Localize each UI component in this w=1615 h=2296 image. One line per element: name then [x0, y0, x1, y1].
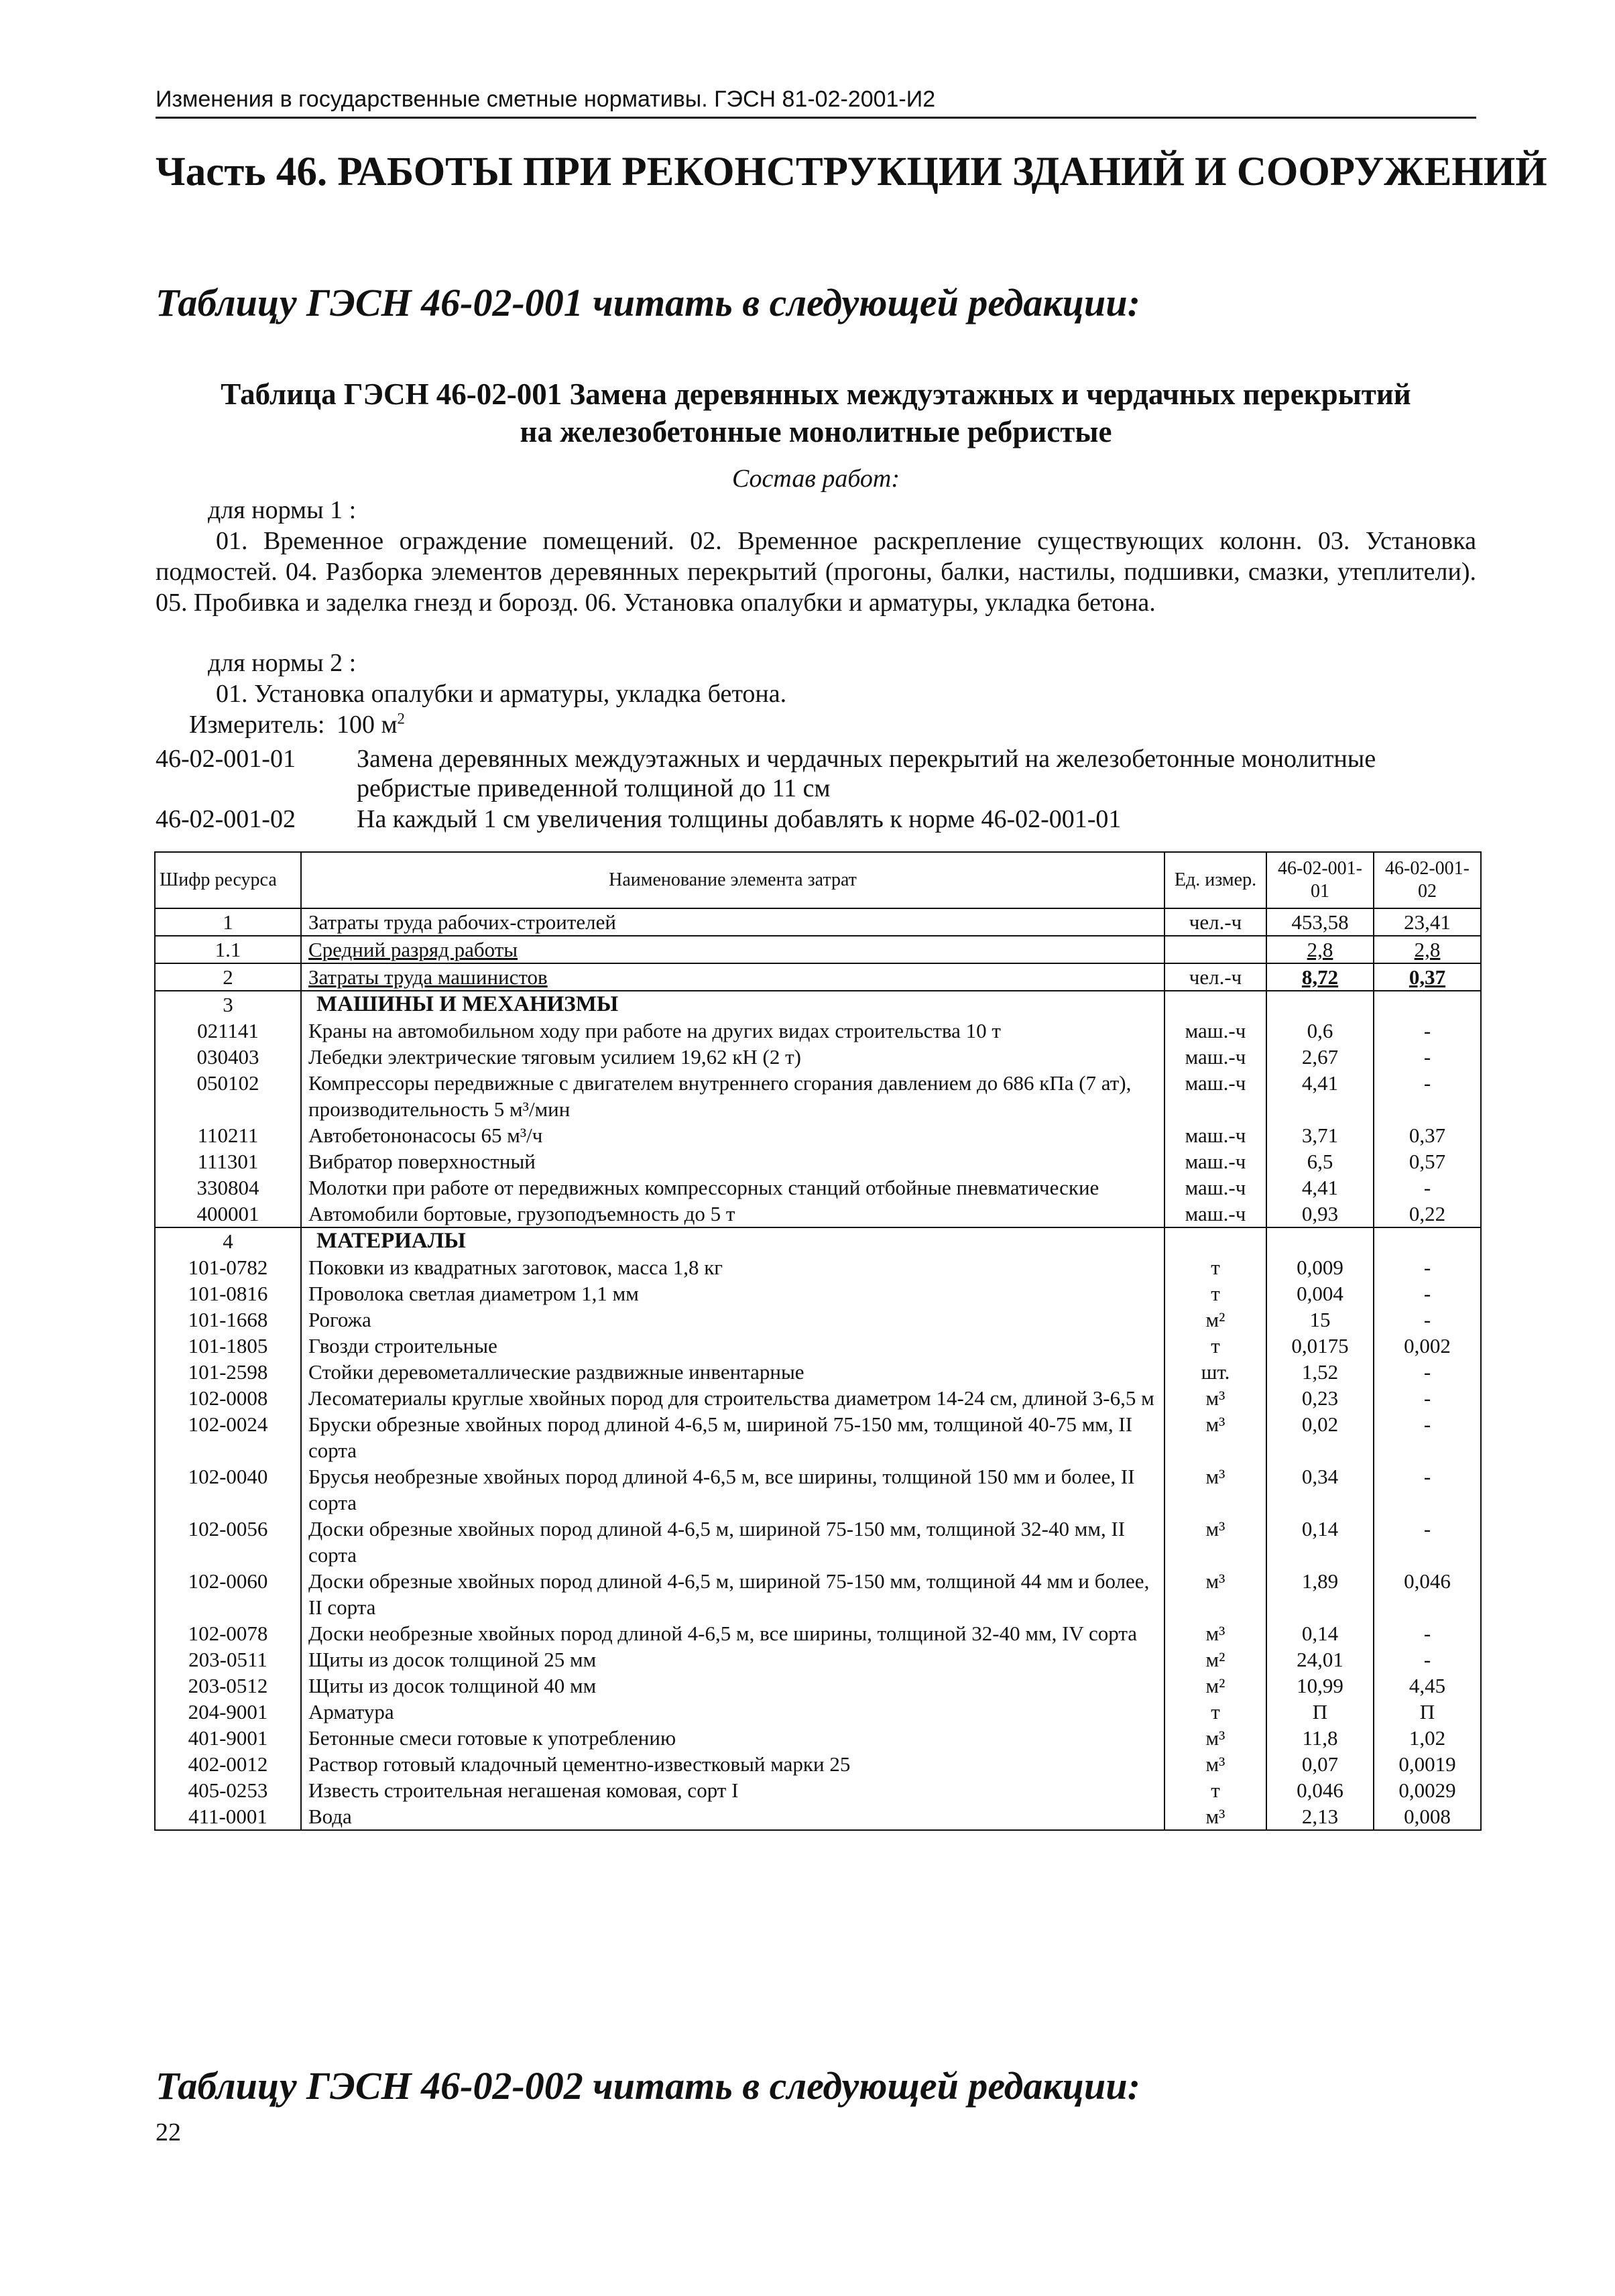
resource-unit	[1164, 936, 1266, 963]
resource-name: Щиты из досок толщиной 40 мм	[301, 1673, 1164, 1699]
resource-code: 050102	[155, 1070, 301, 1122]
value-norm-1: 0,34	[1266, 1463, 1374, 1516]
intro-heading: Таблицу ГЭСН 46-02-001 читать в следующей редакции:	[156, 281, 1140, 324]
resource-name: Лесоматериалы круглые хвойных пород для строительства диаметром 14-24 см, длиной 3-6,5 м	[301, 1385, 1164, 1411]
value-norm-2: -	[1374, 1254, 1481, 1280]
value-norm-1: 0,0175	[1266, 1333, 1374, 1359]
value-norm-1: 0,93	[1266, 1201, 1374, 1227]
resource-code: 101-1805	[155, 1333, 301, 1359]
table-row	[155, 1385, 1481, 1411]
value-norm-1: 0,23	[1266, 1385, 1374, 1411]
resource-name: Компрессоры передвижные с двигателем внутреннего сгорания давлением до 686 кПа (7 ат), производительность 5 м³/мин	[301, 1070, 1164, 1122]
value-norm-1	[1266, 991, 1374, 1018]
value-norm-2: 0,57	[1374, 1148, 1481, 1174]
resource-code: 402-0012	[155, 1751, 301, 1777]
value-norm-1: 4,41	[1266, 1174, 1374, 1201]
header-unit: Ед. измер.	[1164, 852, 1266, 908]
value-norm-2: 0,046	[1374, 1568, 1481, 1620]
value-norm-2: -	[1374, 1307, 1481, 1333]
resource-code: 101-0816	[155, 1280, 301, 1307]
value-norm-1: 0,14	[1266, 1620, 1374, 1646]
resource-unit: м²	[1164, 1646, 1266, 1673]
value-norm-2: 0,002	[1374, 1333, 1481, 1359]
table-row	[155, 1777, 1481, 1803]
value-norm-1: 2,67	[1266, 1044, 1374, 1070]
resource-name: Доски обрезные хвойных пород длиной 4-6,5 м, шириной 75-150 мм, толщиной 44 мм и более, II сорта	[301, 1568, 1164, 1620]
resource-code: 401-9001	[155, 1725, 301, 1751]
norm-row	[156, 744, 1476, 803]
resource-code: 102-0024	[155, 1411, 301, 1463]
header-norm-2: 46-02-001-02	[1374, 852, 1481, 908]
value-norm-1: 2,8	[1266, 936, 1374, 963]
resource-table	[154, 851, 1482, 1831]
table-body	[155, 908, 1481, 1830]
resource-name: Затраты труда рабочих-строителей	[301, 908, 1164, 936]
resource-unit: маш.-ч	[1164, 1148, 1266, 1174]
resource-code: 203-0511	[155, 1646, 301, 1673]
resource-code: 4	[155, 1227, 301, 1254]
table-row	[155, 1411, 1481, 1463]
value-norm-2: 1,02	[1374, 1725, 1481, 1751]
resource-unit: м³	[1164, 1463, 1266, 1516]
value-norm-2: -	[1374, 1516, 1481, 1568]
resource-name: Лебедки электрические тяговым усилием 19,62 кН (2 т)	[301, 1044, 1164, 1070]
resource-unit: м³	[1164, 1803, 1266, 1830]
resource-code: 101-1668	[155, 1307, 301, 1333]
value-norm-2: -	[1374, 1620, 1481, 1646]
part-title: Часть 46. РАБОТЫ ПРИ РЕКОНСТРУКЦИИ ЗДАНИЙ И СООРУЖЕНИЙ	[156, 149, 1547, 194]
table-row	[155, 1201, 1481, 1227]
measure-label: Измеритель:	[189, 711, 325, 739]
value-norm-1: 0,046	[1266, 1777, 1374, 1803]
norm1-label-text: для нормы 1 :	[208, 496, 357, 524]
resource-unit: шт.	[1164, 1359, 1266, 1385]
value-norm-2: -	[1374, 1646, 1481, 1673]
table-row	[155, 1254, 1481, 1280]
measure-exponent: 2	[397, 710, 405, 727]
value-norm-2: -	[1374, 1411, 1481, 1463]
value-norm-1: 11,8	[1266, 1725, 1374, 1751]
resource-code: 030403	[155, 1044, 301, 1070]
resource-code: 102-0056	[155, 1516, 301, 1568]
resource-unit: маш.-ч	[1164, 1122, 1266, 1148]
value-norm-2: -	[1374, 1463, 1481, 1516]
resource-name: Арматура	[301, 1699, 1164, 1725]
table-row	[155, 1359, 1481, 1385]
value-norm-1: 2,13	[1266, 1803, 1374, 1830]
resource-unit	[1164, 1227, 1266, 1254]
resource-code: 400001	[155, 1201, 301, 1227]
resource-name: Средний разряд работы	[301, 936, 1164, 963]
resource-unit: маш.-ч	[1164, 1201, 1266, 1227]
resource-unit: м³	[1164, 1385, 1266, 1411]
table-title-line-1: Таблица ГЭСН 46-02-001 Замена деревянных междуэтажных и чердачных перекрытий	[221, 377, 1411, 411]
section-header-row	[155, 991, 1481, 1018]
resource-name: МАТЕРИАЛЫ	[301, 1227, 1164, 1254]
resource-name: Краны на автомобильном ходу при работе на других видах строительства 10 т	[301, 1018, 1164, 1044]
resource-code: 3	[155, 991, 301, 1018]
table-title	[156, 375, 1476, 450]
resource-code: 411-0001	[155, 1803, 301, 1830]
value-norm-2: 2,8	[1374, 936, 1481, 963]
resource-code: 111301	[155, 1148, 301, 1174]
resource-name: Затраты труда машинистов	[301, 963, 1164, 991]
resource-name: МАШИНЫ И МЕХАНИЗМЫ	[301, 991, 1164, 1018]
value-norm-2: 4,45	[1374, 1673, 1481, 1699]
resource-unit	[1164, 991, 1266, 1018]
value-norm-1	[1266, 1227, 1374, 1254]
table-row	[155, 1122, 1481, 1148]
resource-name: Доски необрезные хвойных пород длиной 4-6,5 м, все ширины, толщиной 32-40 мм, IV сорта	[301, 1620, 1164, 1646]
table-row	[155, 908, 1481, 936]
value-norm-2	[1374, 991, 1481, 1018]
section-header-row	[155, 1227, 1481, 1254]
value-norm-1: 0,004	[1266, 1280, 1374, 1307]
resource-code: 102-0078	[155, 1620, 301, 1646]
value-norm-1: 453,58	[1266, 908, 1374, 936]
value-norm-1: 3,71	[1266, 1122, 1374, 1148]
norm-code: 46-02-001-02	[156, 805, 296, 833]
resource-code: 102-0060	[155, 1568, 301, 1620]
resource-unit: т	[1164, 1254, 1266, 1280]
table-row	[155, 1620, 1481, 1646]
table-row	[155, 1018, 1481, 1044]
resource-code: 2	[155, 963, 301, 991]
resource-name: Поковки из квадратных заготовок, масса 1,8 кг	[301, 1254, 1164, 1280]
resource-unit: м³	[1164, 1568, 1266, 1620]
table-row	[155, 1803, 1481, 1830]
table-row	[155, 1673, 1481, 1699]
value-norm-1: 1,52	[1266, 1359, 1374, 1385]
resource-unit: маш.-ч	[1164, 1044, 1266, 1070]
value-norm-2: 0,0029	[1374, 1777, 1481, 1803]
resource-code: 405-0253	[155, 1777, 301, 1803]
table-row	[155, 936, 1481, 963]
value-norm-2	[1374, 1227, 1481, 1254]
table-row	[155, 1307, 1481, 1333]
value-norm-2: 23,41	[1374, 908, 1481, 936]
resource-code: 101-2598	[155, 1359, 301, 1385]
resource-name: Стойки деревометаллические раздвижные инвентарные	[301, 1359, 1164, 1385]
resource-name: Брусья необрезные хвойных пород длиной 4-6,5 м, все ширины, толщиной 150 мм и более, II сорта	[301, 1463, 1164, 1516]
resource-code: 110211	[155, 1122, 301, 1148]
resource-unit: м³	[1164, 1620, 1266, 1646]
value-norm-2: -	[1374, 1174, 1481, 1201]
resource-unit: т	[1164, 1699, 1266, 1725]
table-row	[155, 1699, 1481, 1725]
value-norm-1: 0,009	[1266, 1254, 1374, 1280]
value-norm-2: 0,0019	[1374, 1751, 1481, 1777]
value-norm-1: 0,6	[1266, 1018, 1374, 1044]
resource-unit: м²	[1164, 1673, 1266, 1699]
table-title-line-2: на железобетонные монолитные ребристые	[520, 415, 1112, 448]
measure-value-text: 100 м	[337, 711, 398, 739]
resource-code: 101-0782	[155, 1254, 301, 1280]
norm-description: На каждый 1 см увеличения толщины добавлять к норме 46-02-001-01	[357, 805, 1122, 833]
resource-code: 204-9001	[155, 1699, 301, 1725]
table-row	[155, 1070, 1481, 1122]
resource-name: Доски обрезные хвойных пород длиной 4-6,5 м, шириной 75-150 мм, толщиной 32-40 мм, II сорта	[301, 1516, 1164, 1568]
value-norm-2: -	[1374, 1044, 1481, 1070]
value-norm-2: -	[1374, 1359, 1481, 1385]
value-norm-1: 24,01	[1266, 1646, 1374, 1673]
norm2-label-text: для нормы 2 :	[208, 649, 357, 677]
resource-name: Автобетононасосы 65 м³/ч	[301, 1122, 1164, 1148]
table-row	[155, 1463, 1481, 1516]
table-row	[155, 1646, 1481, 1673]
measure-value	[331, 711, 405, 739]
resource-name: Бруски обрезные хвойных пород длиной 4-6,5 м, шириной 75-150 мм, толщиной 40-75 мм, II сорта	[301, 1411, 1164, 1463]
resource-code: 102-0040	[155, 1463, 301, 1516]
table-row	[155, 963, 1481, 991]
resource-name: Вода	[301, 1803, 1164, 1830]
resource-unit: маш.-ч	[1164, 1018, 1266, 1044]
resource-unit: т	[1164, 1333, 1266, 1359]
table-row	[155, 1516, 1481, 1568]
value-norm-1: 1,89	[1266, 1568, 1374, 1620]
value-norm-2: 0,37	[1374, 1122, 1481, 1148]
table-row	[155, 1333, 1481, 1359]
resource-name: Автомобили бортовые, грузоподъемность до 5 т	[301, 1201, 1164, 1227]
value-norm-1: 6,5	[1266, 1148, 1374, 1174]
resource-name: Вибратор поверхностный	[301, 1148, 1164, 1174]
outro-heading: Таблицу ГЭСН 46-02-002 читать в следующей редакции:	[156, 2064, 1140, 2108]
resource-code: 102-0008	[155, 1385, 301, 1411]
table-row	[155, 1280, 1481, 1307]
resource-name: Проволока светлая диаметром 1,1 мм	[301, 1280, 1164, 1307]
table-row	[155, 1751, 1481, 1777]
running-header: Изменения в государственные сметные нормативы. ГЭСН 81-02-2001-И2	[156, 84, 1476, 119]
resource-name: Раствор готовый кладочный цементно-известковый марки 25	[301, 1751, 1164, 1777]
table-row	[155, 1725, 1481, 1751]
resource-code: 1	[155, 908, 301, 936]
resource-unit: т	[1164, 1777, 1266, 1803]
resource-code: 203-0512	[155, 1673, 301, 1699]
value-norm-1: 10,99	[1266, 1673, 1374, 1699]
value-norm-1: 0,07	[1266, 1751, 1374, 1777]
resource-name: Молотки при работе от передвижных компрессорных станций отбойные пневматические	[301, 1174, 1164, 1201]
resource-unit: маш.-ч	[1164, 1070, 1266, 1122]
value-norm-2: 0,22	[1374, 1201, 1481, 1227]
header-name: Наименование элемента затрат	[301, 852, 1164, 908]
norm-code: 46-02-001-01	[156, 745, 296, 773]
table-row	[155, 1044, 1481, 1070]
resource-unit: чел.-ч	[1164, 963, 1266, 991]
value-norm-2: 0,37	[1374, 963, 1481, 991]
resource-unit: м³	[1164, 1516, 1266, 1568]
resource-unit: м³	[1164, 1725, 1266, 1751]
value-norm-1: 8,72	[1266, 963, 1374, 991]
resource-name: Рогожа	[301, 1307, 1164, 1333]
header-norm-1: 46-02-001-01	[1266, 852, 1374, 908]
resource-code: 021141	[155, 1018, 301, 1044]
norm2-text: 01. Установка опалубки и арматуры, укладка бетона.	[216, 680, 787, 708]
norm1-label	[156, 495, 1476, 526]
work-composition-label: Состав работ:	[731, 465, 900, 493]
value-norm-1: 15	[1266, 1307, 1374, 1333]
value-norm-2: -	[1374, 1385, 1481, 1411]
table-row	[155, 1174, 1481, 1201]
resource-unit: т	[1164, 1280, 1266, 1307]
resource-code: 1.1	[155, 936, 301, 963]
resource-unit: чел.-ч	[1164, 908, 1266, 936]
value-norm-1: П	[1266, 1699, 1374, 1725]
page-number: 22	[156, 2118, 181, 2147]
value-norm-2: -	[1374, 1070, 1481, 1122]
value-norm-2: 0,008	[1374, 1803, 1481, 1830]
value-norm-1: 4,41	[1266, 1070, 1374, 1122]
value-norm-2: -	[1374, 1280, 1481, 1307]
value-norm-2: -	[1374, 1018, 1481, 1044]
value-norm-1: 0,14	[1266, 1516, 1374, 1568]
resource-unit: м³	[1164, 1751, 1266, 1777]
measure-line	[156, 709, 1476, 740]
norm2-label	[156, 648, 1476, 678]
norm-description: Замена деревянных междуэтажных и чердачных перекрытий на железобетонные монолитные ребристые приведенной толщиной до 11 см	[357, 745, 1376, 802]
header-code: Шифр ресурса	[155, 852, 301, 908]
resource-unit: м³	[1164, 1411, 1266, 1463]
resource-name: Бетонные смеси готовые к употреблению	[301, 1725, 1164, 1751]
value-norm-1: 0,02	[1266, 1411, 1374, 1463]
resource-name: Гвозди строительные	[301, 1333, 1164, 1359]
resource-unit: м²	[1164, 1307, 1266, 1333]
table-header-row	[155, 852, 1481, 908]
value-norm-2: П	[1374, 1699, 1481, 1725]
table-row	[155, 1148, 1481, 1174]
resource-code: 330804	[155, 1174, 301, 1201]
table-row	[155, 1568, 1481, 1620]
resource-unit: маш.-ч	[1164, 1174, 1266, 1201]
resource-name: Известь строительная негашеная комовая, сорт I	[301, 1777, 1164, 1803]
norm1-text: 01. Временное ограждение помещений. 02. Временное раскрепление существующих колонн. 03. Установка подмостей. 04. Разборка элементов деревянных перекрытий (прогоны, балки, настилы, подшивки, смазки, утеплители). 05. Пробивка и заделка гнезд и борозд. 06. Установка опалубки и арматуры, укладка бетона.	[156, 527, 1476, 617]
resource-name: Щиты из досок толщиной 25 мм	[301, 1646, 1164, 1673]
